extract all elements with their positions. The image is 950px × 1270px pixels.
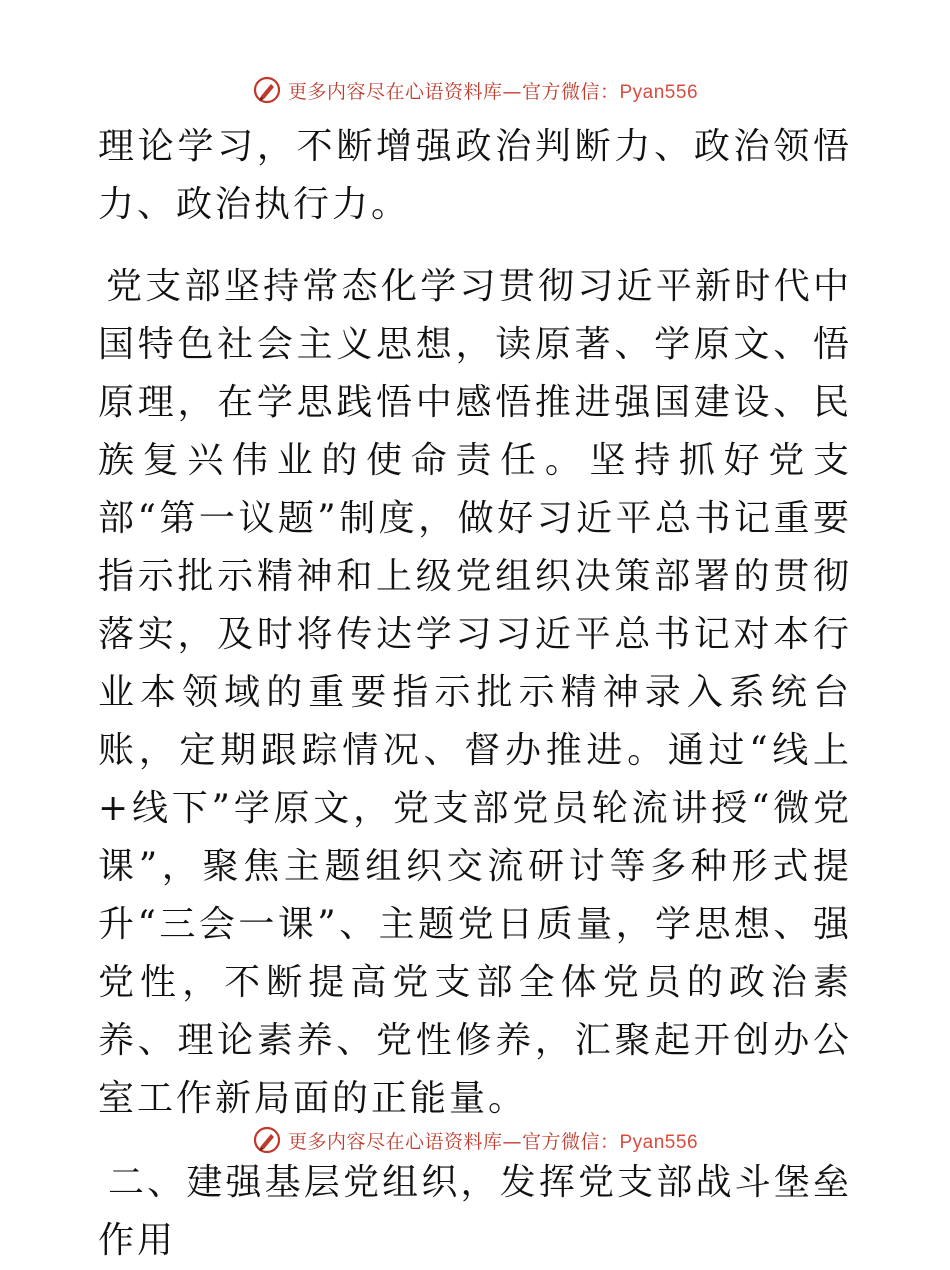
wechat-id: Pyan556: [619, 81, 699, 103]
header-banner: [0, 70, 950, 110]
paragraph-2: 党支部坚持常态化学习贯彻习近平新时代中国特色社会主义思想，读原著、学原文、悟原理，在学思践悟中感悟推进强国建设、民族复兴伟业的使命责任。坚持抓好党支部“第一议题”制度，做好习近平总书记重要指示批示精神和上级党组织决策部署的贯彻落实，及时将传达学习习近平总书记对本行业本领域的重要指示批示精神录入系统台账，定期跟踪情况、督办推进。通过“线上+线下”学原文，党支部党员轮流讲授“微党课”，聚焦主题组织交流研讨等多种形式提升“三会一课”、主题党日质量，学思想、强党性，不断提高党支部全体党员的政治素养、理论素养、党性修养，汇聚起开创办公室工作新局面的正能量。: [98, 266, 852, 1119]
banner-text: [288, 1127, 698, 1154]
pen-logo-icon: [252, 1125, 282, 1155]
banner-text: [288, 77, 698, 104]
banner-label: 更多内容尽在心语资料库—官方微信：: [287, 80, 620, 103]
document-body: [98, 118, 852, 1270]
pen-logo-icon: [252, 75, 282, 105]
banner-label: 更多内容尽在心语资料库—官方微信：: [287, 1130, 620, 1153]
section-heading: 二、建强基层党组织，发挥党支部战斗堡垒作用: [98, 1162, 852, 1261]
paragraph-1: 理论学习，不断增强政治判断力、政治领悟力、政治执行力。: [98, 126, 852, 225]
wechat-id: Pyan556: [619, 1131, 699, 1153]
footer-banner: [0, 1120, 950, 1160]
